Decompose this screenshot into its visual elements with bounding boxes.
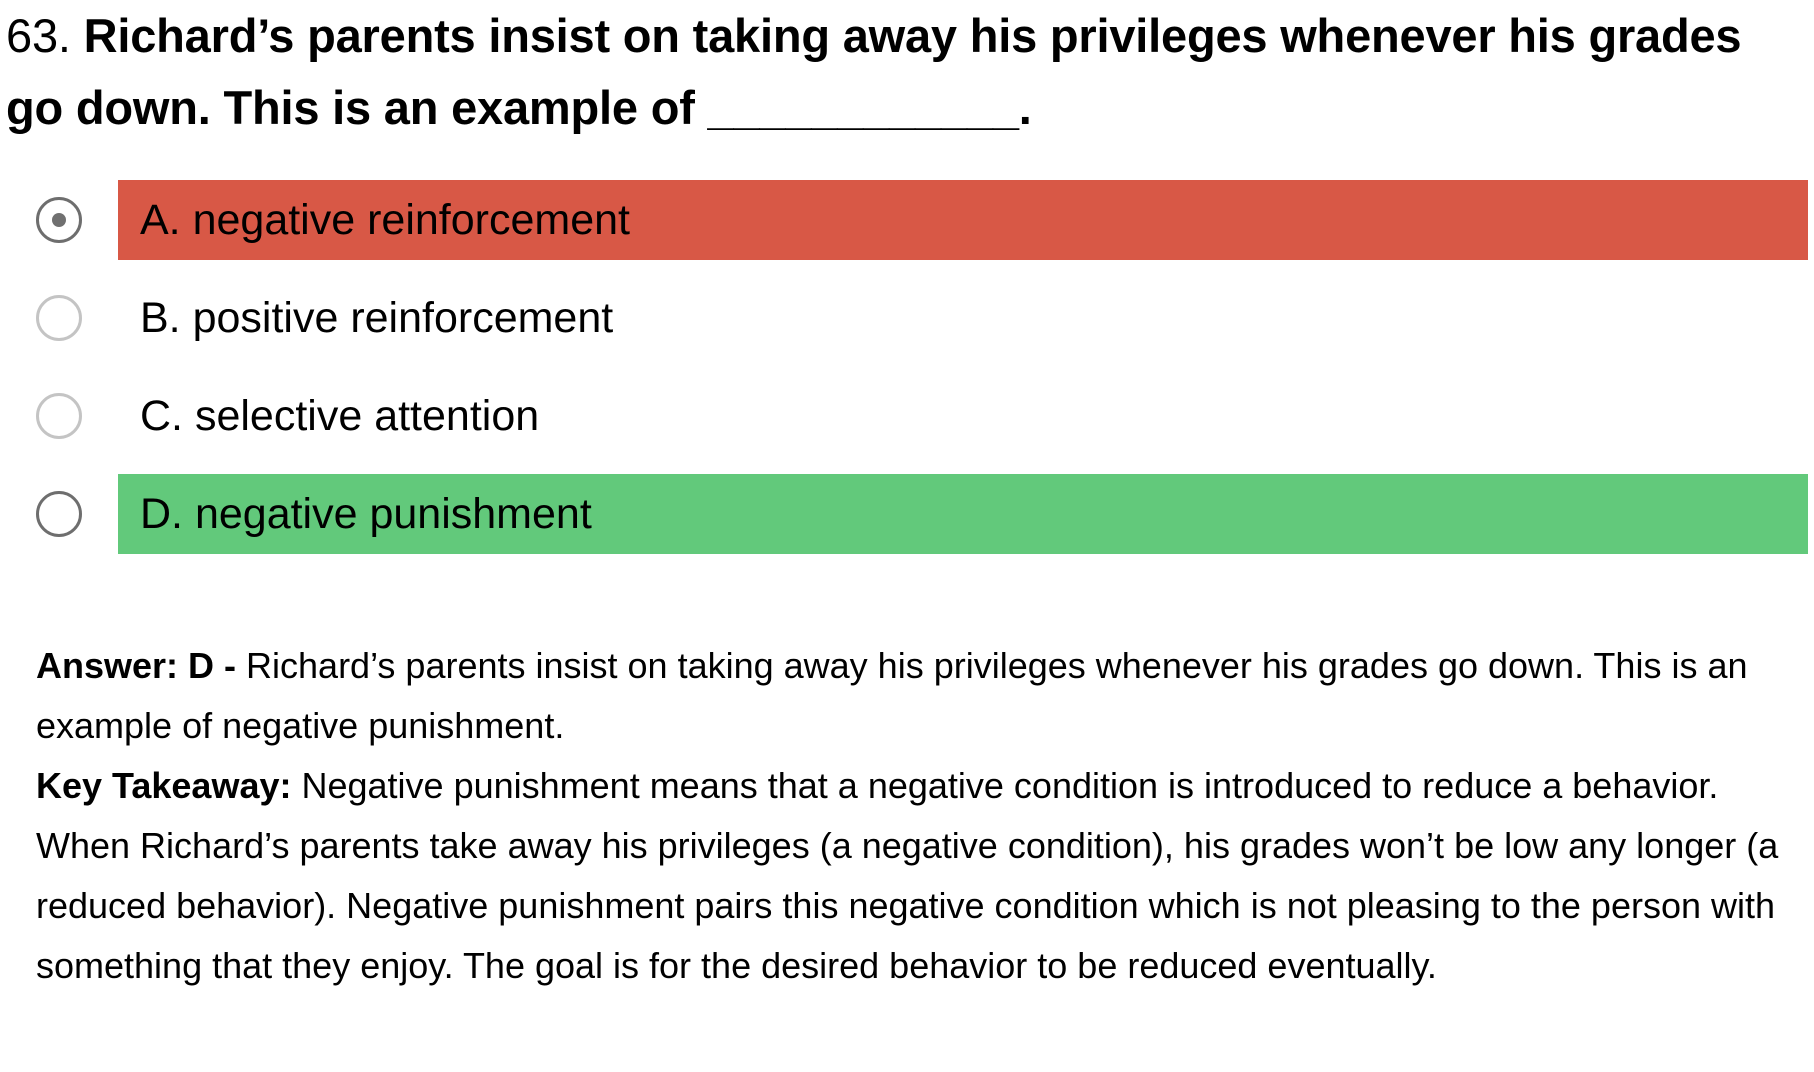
explanation bbox=[36, 636, 1806, 996]
option-a-label[interactable]: A. negative reinforcement bbox=[118, 180, 1808, 260]
key-takeaway bbox=[36, 756, 1806, 996]
answer-prefix: Answer: D - bbox=[36, 645, 237, 686]
option-b-label[interactable]: B. positive reinforcement bbox=[140, 294, 614, 342]
option-c-label[interactable]: C. selective attention bbox=[140, 392, 540, 440]
radio-button-d[interactable] bbox=[36, 491, 82, 537]
question-number: 63. bbox=[6, 9, 71, 62]
takeaway-text: Negative punishment means that a negative condition is introduced to reduce a behavior. When Richard’s parents take away his privileges (a negative condition), his grades won’t be low any longer (a reduced behavior). Negative punishment pairs this negative condition which is not pleasing to the person with something that they enjoy. The goal is for the desired behavior to be reduced eventually. bbox=[36, 765, 1779, 986]
radio-button-b[interactable] bbox=[36, 295, 82, 341]
option-c[interactable] bbox=[0, 376, 1814, 456]
question-text bbox=[6, 0, 1806, 144]
answer-explanation bbox=[36, 636, 1806, 756]
option-b[interactable] bbox=[0, 278, 1814, 358]
answer-text: Richard’s parents insist on taking away his privileges whenever his grades go down. This is an example of negative punishment. bbox=[36, 645, 1748, 746]
radio-button-c[interactable] bbox=[36, 393, 82, 439]
option-d-label[interactable]: D. negative punishment bbox=[118, 474, 1808, 554]
radio-button-a[interactable] bbox=[36, 197, 82, 243]
radio-selected-dot bbox=[52, 213, 66, 227]
answer-options bbox=[0, 180, 1814, 572]
option-d[interactable] bbox=[0, 474, 1814, 554]
option-a[interactable] bbox=[0, 180, 1814, 260]
takeaway-prefix: Key Takeaway: bbox=[36, 765, 292, 806]
question-stem: Richard’s parents insist on taking away his privileges whenever his grades go down. This is an example of ____________. bbox=[6, 9, 1742, 134]
